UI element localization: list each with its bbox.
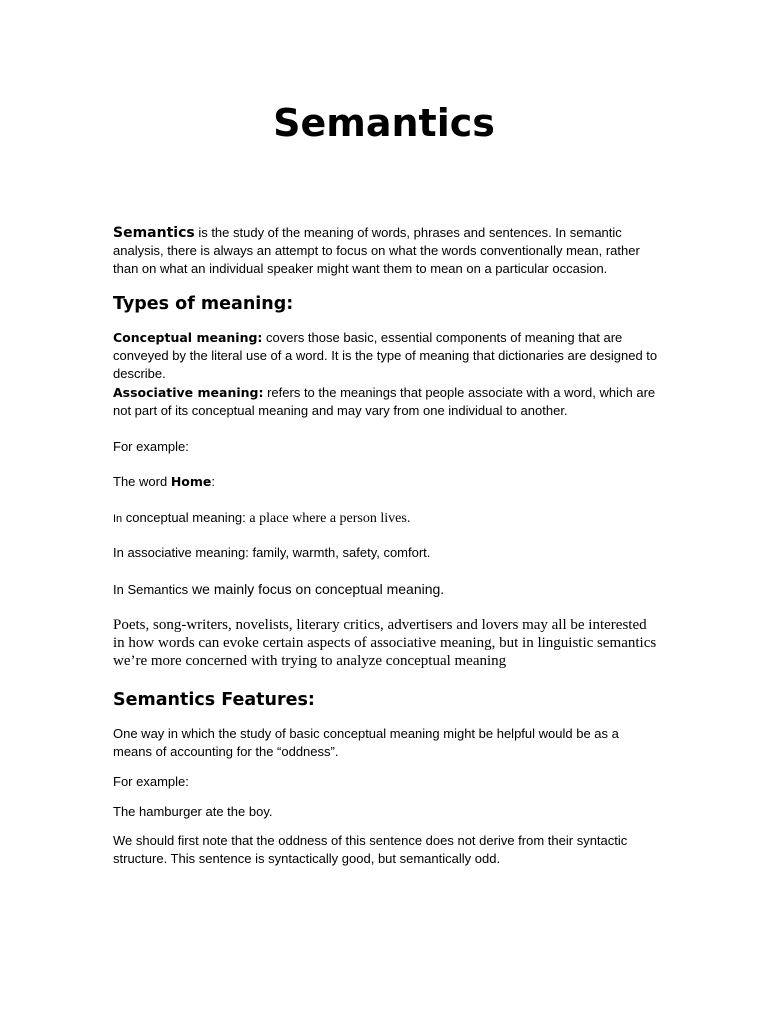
word-home-suffix: : <box>211 474 215 489</box>
for-example-2: For example: <box>113 774 189 789</box>
associative-paragraph <box>113 384 658 420</box>
focus-rest: we mainly focus on conceptual meaning. <box>188 581 445 597</box>
types-heading: Types of meaning: <box>113 294 294 314</box>
associative-text: refers to the meanings that people associate with a word, which are not part of its conceptual meaning and may vary from one individual to another. <box>113 385 656 418</box>
in-conceptual-in: In <box>113 513 123 525</box>
in-conceptual-label: conceptual meaning: <box>122 510 250 525</box>
in-conceptual-line <box>113 509 658 528</box>
poets-paragraph: Poets, song-writers, novelists, literary critics, advertisers and lovers may all be interested in how words can evoke certain aspects of associative meaning, but in linguistic semantics we’re more concerned with trying to analyze conceptual meaning <box>113 617 657 669</box>
word-home-line <box>113 473 658 491</box>
word-home-prefix: The word <box>113 474 171 489</box>
features-heading: Semantics Features: <box>113 690 315 710</box>
for-example-1: For example: <box>113 439 189 454</box>
focus-prefix: In Semantics <box>113 582 189 597</box>
intro-text: is the study of the meaning of words, phrases and sentences. In semantic analysis, there is always an attempt to focus on what the words conventionally mean, rather than on what an individual speaker might want them to mean on a particular occasion. <box>113 225 640 276</box>
conceptual-lead-term: Conceptual meaning: <box>113 330 263 345</box>
word-home-term: Home <box>170 474 212 489</box>
in-associative-line: In associative meaning: family, warmth, safety, comfort. <box>113 545 431 560</box>
intro-lead-term: Semantics <box>113 225 195 241</box>
features-intro-paragraph: One way in which the study of basic conceptual meaning might be helpful would be as a means of accounting for the “oddness”. <box>113 726 619 759</box>
conceptual-text: covers those basic, essential components of meaning that are conveyed by the literal use of a word. It is the type of meaning that dictionaries are designed to describe. <box>113 330 658 381</box>
in-conceptual-value: a place where a person lives. <box>249 511 411 526</box>
oddness-paragraph: We should first note that the oddness of this sentence does not derive from their syntactic structure. This sentence is syntactically good, but semantically odd. <box>113 833 628 866</box>
associative-lead-term: Associative meaning: <box>113 385 264 400</box>
conceptual-paragraph <box>113 329 658 383</box>
page-title: Semantics <box>273 101 495 145</box>
hamburger-sentence: The hamburger ate the boy. <box>113 804 273 819</box>
intro-paragraph <box>113 224 658 278</box>
focus-line <box>113 580 658 599</box>
